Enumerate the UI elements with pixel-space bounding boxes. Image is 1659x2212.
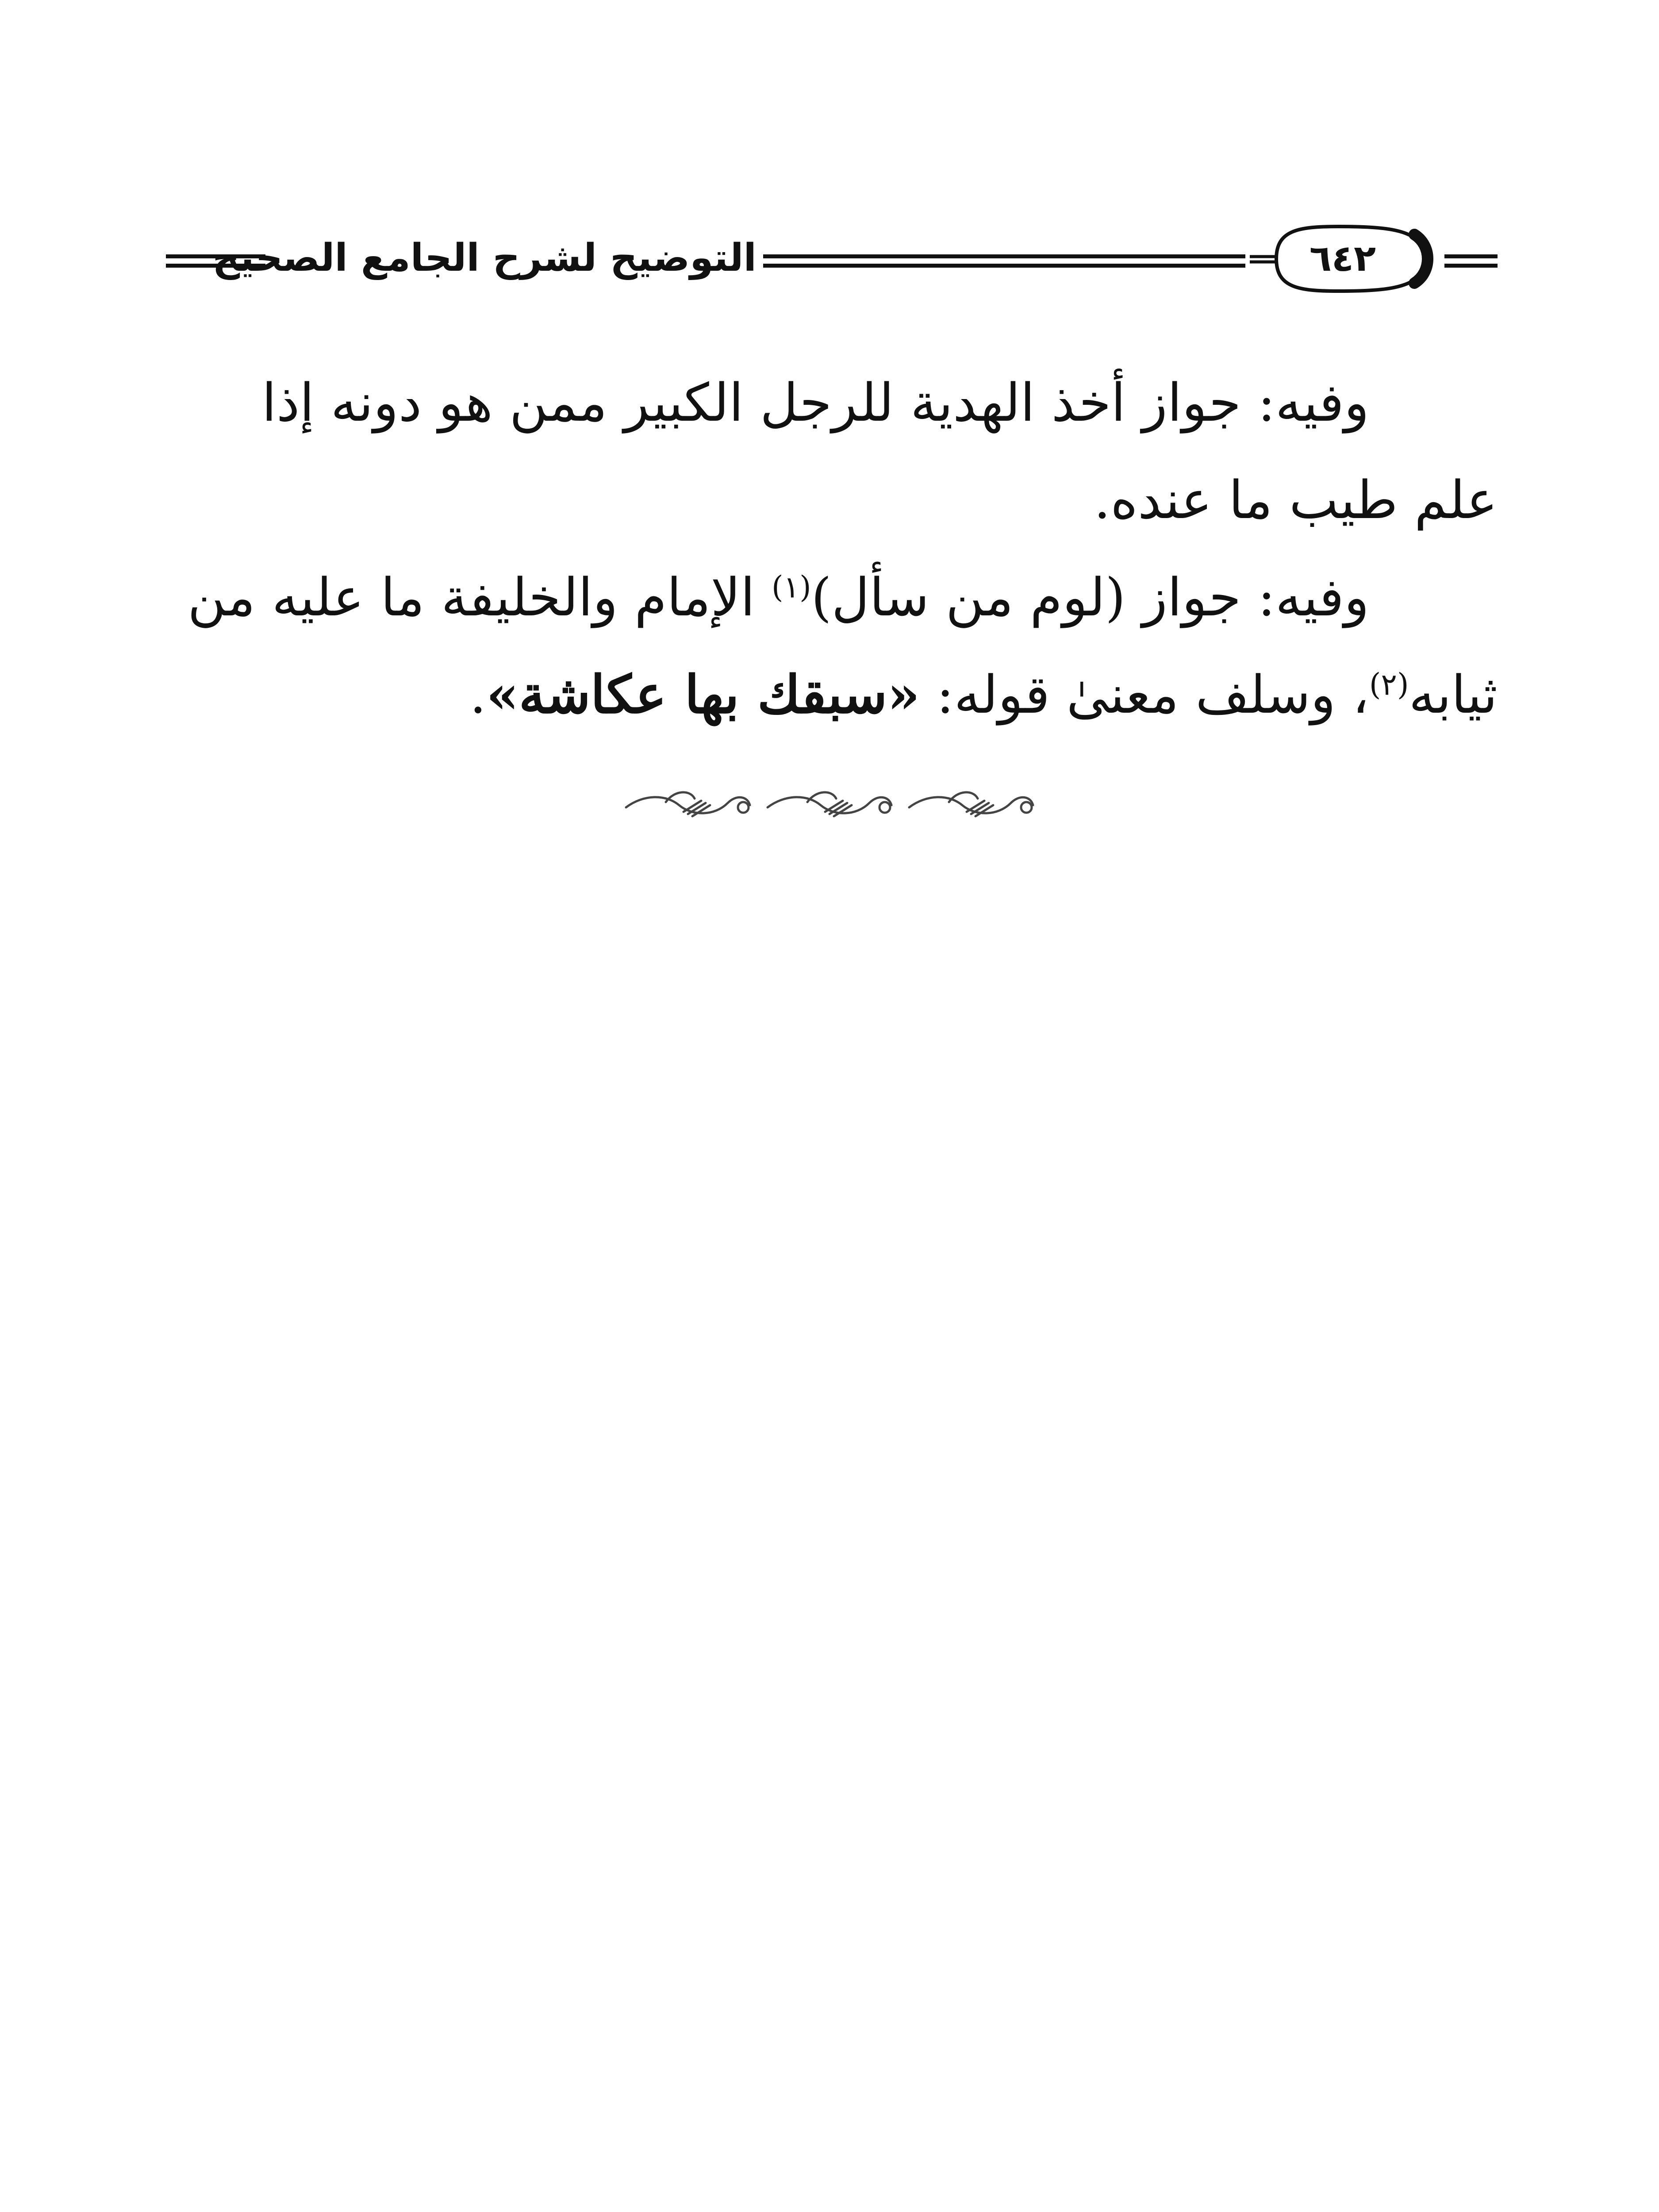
- hadith-quote: «سبقك بها عكاشة»: [486, 664, 920, 725]
- paragraph-gift: وفيه: جواز أخذ الهدية للرجل الكبير ممن هو دونه إذا علم طيب ما عنده.: [262, 372, 1498, 530]
- paragraph-blame-part1: وفيه: جواز (لوم من سأل): [811, 567, 1369, 628]
- page-number: ٦٤٢: [1309, 238, 1376, 280]
- floral-divider-icon: [617, 781, 1037, 830]
- page-number-badge: [1250, 221, 1436, 296]
- paragraph-blame-part2: الإمام والخليفة ما عليه من ثيابه: [188, 567, 1498, 725]
- running-header: [0, 221, 1659, 301]
- paragraph-blame-part4: .: [469, 664, 487, 725]
- main-text: [166, 354, 1498, 743]
- header-rule-right: [1444, 254, 1498, 268]
- header-rule-middle: [763, 254, 1245, 268]
- paragraph-blame-part3: ، وسلف معنىٰ قوله:: [920, 664, 1369, 725]
- footnote-ref-1[interactable]: (١): [772, 570, 811, 605]
- running-title: التوضيح لشرح الجامع الصحيح: [212, 236, 757, 280]
- footnote-ref-2[interactable]: (٢): [1369, 667, 1409, 703]
- paragraph-blame: [166, 549, 1498, 743]
